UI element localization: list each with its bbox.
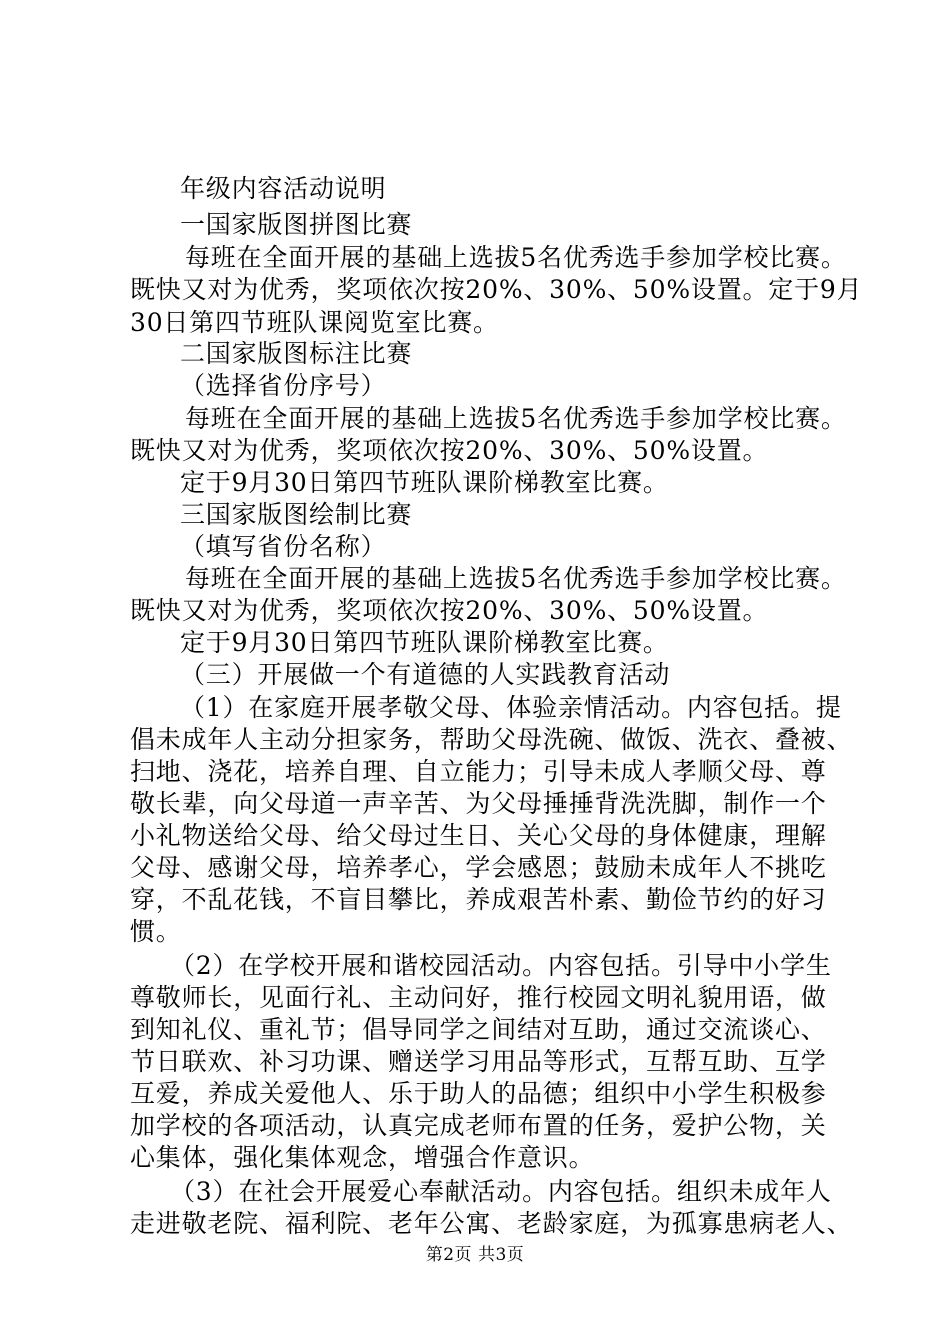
item-note: （选择省份序号） [180, 371, 387, 400]
paragraph-line: （2）在学校开展和谐校园活动。内容包括。引导中小学生 [170, 951, 832, 980]
paragraph-line: 定于9月30日第四节班队课阶梯教室比赛。 [180, 628, 669, 657]
paragraph-line: 敬长辈，向父母道一声辛苦、为父母捶捶背洗洗脚，制作一个 [130, 789, 827, 818]
paragraph-line: 小礼物送给父母、给父母过生日、关心父母的身体健康，理解 [130, 821, 827, 850]
paragraph-line: 每班在全面开展的基础上选拔5名优秀选手参加学校比赛。 [185, 404, 847, 433]
paragraph-line: 心集体，强化集体观念，增强合作意识。 [130, 1143, 595, 1172]
paragraph-line: 互爱，养成关爱他人、乐于助人的品德；组织中小学生积极参 [130, 1079, 827, 1108]
paragraph-line: 扫地、浇花，培养自理、自立能力；引导未成人孝顺父母、尊 [130, 757, 827, 786]
paragraph-line: （3）在社会开展爱心奉献活动。内容包括。组织未成年人 [170, 1177, 832, 1206]
paragraph-line: 走进敬老院、福利院、老年公寓、老龄家庭，为孤寡患病老人、 [130, 1209, 853, 1238]
paragraph-line: 既快又对为优秀，奖项依次按20%、30%、50%设置。 [130, 436, 769, 465]
paragraph-line: 加学校的各项活动，认真完成老师布置的任务，爱护公物，关 [130, 1111, 827, 1140]
item-heading: 一国家版图拼图比赛 [180, 210, 413, 239]
paragraph-line: 定于9月30日第四节班队课阶梯教室比赛。 [180, 468, 669, 497]
paragraph-line: 倡未成年人主动分担家务，帮助父母洗碗、做饭、洗衣、叠被、 [130, 725, 853, 754]
paragraph-line: 既快又对为优秀，奖项依次按20%、30%、50%设置。定于9月 [130, 275, 863, 304]
paragraph-line: 节日联欢、补习功课、赠送学习用品等形式，互帮互助、互学 [130, 1047, 827, 1076]
item-heading: 三国家版图绘制比赛 [180, 500, 413, 529]
paragraph-line: （1）在家庭开展孝敬父母、体验亲情活动。内容包括。提 [180, 693, 842, 722]
section-heading: （三）开展做一个有道德的人实践教育活动 [180, 660, 671, 689]
paragraph-line: 既快又对为优秀，奖项依次按20%、30%、50%设置。 [130, 596, 769, 625]
page-footer: 第2页 共3页 [425, 1245, 525, 1265]
paragraph-line: 每班在全面开展的基础上选拔5名优秀选手参加学校比赛。 [185, 564, 847, 593]
paragraph-line: 到知礼仪、重礼节；倡导同学之间结对互助，通过交流谈心、 [130, 1015, 827, 1044]
paragraph-line: 父母、感谢父母，培养孝心，学会感恩；鼓励未成年人不挑吃 [130, 853, 827, 882]
section-heading: 年级内容活动说明 [180, 174, 387, 203]
paragraph-line: 每班在全面开展的基础上选拔5名优秀选手参加学校比赛。 [185, 243, 847, 272]
paragraph-line: 尊敬师长，见面行礼、主动问好，推行校园文明礼貌用语，做 [130, 983, 827, 1012]
paragraph-line: 穿，不乱花钱，不盲目攀比，养成艰苦朴素、勤俭节约的好习 [130, 885, 827, 914]
paragraph-line: 30日第四节班队课阅览室比赛。 [130, 308, 499, 337]
item-note: （填写省份名称） [180, 532, 387, 561]
item-heading: 二国家版图标注比赛 [180, 339, 413, 368]
paragraph-line: 惯。 [130, 917, 182, 946]
